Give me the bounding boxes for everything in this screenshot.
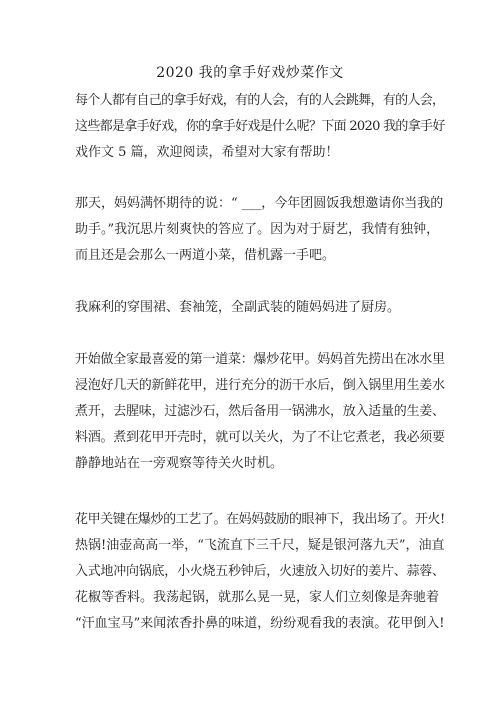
paragraph-5 xyxy=(75,507,445,637)
text-line: 浸泡好几天的新鲜花甲，进行充分的沥干水后，倒入锅里用生姜水 xyxy=(75,378,445,393)
text-line: 助手。”我沉思片刻爽快的答应了。因为对于厨艺，我情有独钟， xyxy=(75,222,440,237)
text-line: 静静地站在一旁观察等待关火时机。 xyxy=(75,456,284,471)
paragraph-3 xyxy=(75,295,445,321)
text-line: 而且还是会那么一两道小菜，借机露一手吧。 xyxy=(75,248,336,263)
text-line: 花椒等香料。我荡起锅，就那么晃一晃，家人们立刻像是奔驰着 xyxy=(75,590,440,605)
text-line: 开始做全家最喜爱的第一道菜：爆炒花甲。妈妈首先捞出在冰水里 xyxy=(75,352,445,367)
document-title: 2020 我的拿手好戏炒菜作文 xyxy=(156,65,344,81)
text-line: 戏作文 5 篇，欢迎阅读，希望对大家有帮助！ xyxy=(75,145,339,160)
text-line: 入式地冲向锅底，小火烧五秒钟后，火速放入切好的姜片、蒜蓉、 xyxy=(75,564,445,579)
text-line: 我麻利的穿围裙、套袖笼，全副武装的随妈妈进了厨房。 xyxy=(75,300,401,315)
paragraph-2 xyxy=(75,191,445,269)
text-line: 那天，妈妈满怀期待的说：“ ___，今年团圆饭我想邀请你当我的 xyxy=(75,196,444,211)
text-line: 这些都是拿手好戏，你的拿手好戏是什么呢？下面 2020 我的拿手好 xyxy=(75,119,445,134)
paragraph-4 xyxy=(75,347,445,477)
text-line: “汗血宝马”来闻浓香扑鼻的味道，纷纷观看我的表演。花甲倒入! xyxy=(75,616,445,631)
text-line: 煮开，去腥味，过滤沙石，然后备用一锅沸水，放入适量的生姜、 xyxy=(75,404,445,419)
text-line: 料酒。煮到花甲开壳时，就可以关火，为了不让它煮老，我必须要 xyxy=(75,430,445,445)
paragraph-intro xyxy=(75,88,445,166)
text-line: 花甲关键在爆炒的工艺了。在妈妈鼓励的眼神下，我出场了。开火! xyxy=(75,512,445,527)
text-line: 每个人都有自己的拿手好戏，有的人会，有的人会跳舞，有的人会， xyxy=(75,93,445,108)
text-line: 热锅!油壶高高一举，“飞流直下三千尺，疑是银河落九天”，油直 xyxy=(75,538,445,553)
